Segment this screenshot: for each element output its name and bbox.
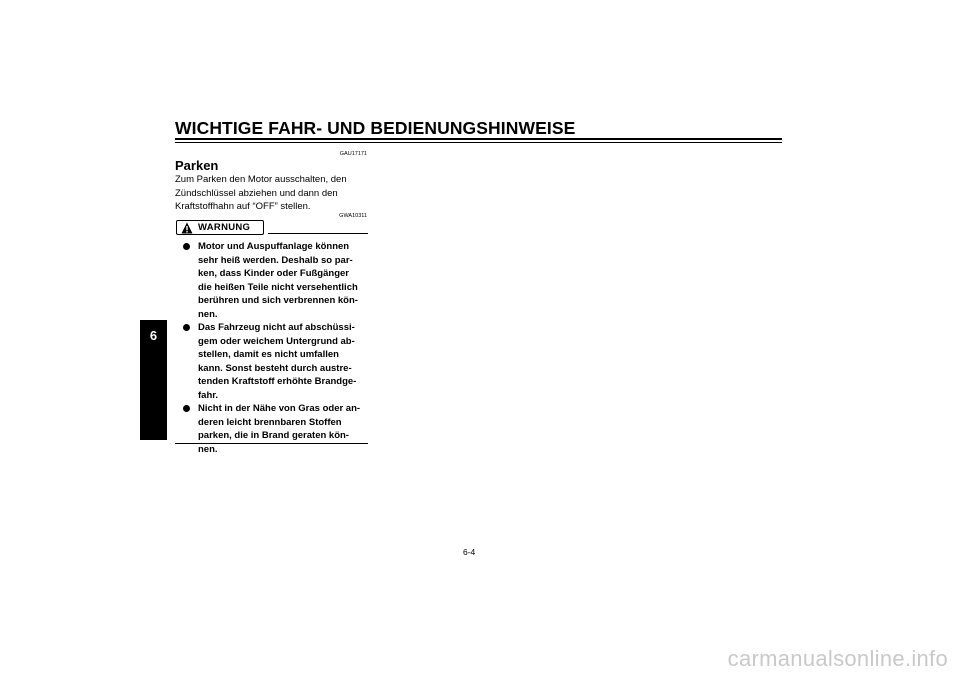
warning-item — [183, 402, 373, 456]
section-title: Parken — [175, 158, 219, 173]
warning-line: deren leicht brennbaren Stoffen — [198, 416, 342, 428]
warning-rule-top — [268, 233, 368, 234]
bullet-icon — [183, 405, 190, 412]
page-number: 6-4 — [463, 547, 476, 557]
page-title: WICHTIGE FAHR- UND BEDIENUNGSHINWEISE — [175, 118, 576, 138]
warning-badge — [176, 220, 264, 235]
warning-line: Das Fahrzeug nicht auf abschüssi- — [198, 322, 355, 333]
warning-rule-bottom — [175, 443, 368, 444]
warning-line: Motor und Auspuffanlage können — [198, 241, 350, 252]
warning-line: fahr. — [198, 389, 219, 401]
warning-item — [183, 321, 373, 402]
warning-line: parken, die in Brand geraten kön- — [198, 430, 349, 441]
warning-line: tenden Kraftstoff erhöhte Brandge- — [198, 376, 357, 387]
body-line: Zum Parken den Motor ausschalten, den — [175, 174, 347, 185]
bullet-icon — [183, 243, 190, 250]
section-body — [175, 173, 375, 214]
warning-label: WARNUNG — [198, 222, 251, 233]
warning-line: die heißen Teile nicht versehentlich — [198, 281, 358, 293]
warning-line: nen. — [198, 443, 218, 455]
warning-line: ken, dass Kinder oder Fußgänger — [198, 268, 349, 279]
warning-line: nen. — [198, 308, 218, 320]
header-rule-thin — [175, 142, 782, 143]
section-code: GAU17171 — [339, 151, 367, 157]
warning-line: stellen, damit es nicht umfallen — [198, 349, 339, 360]
warning-line: Nicht in der Nähe von Gras oder an- — [198, 403, 361, 414]
warning-item — [183, 240, 373, 321]
warning-line: sehr heiß werden. Deshalb so par- — [198, 254, 353, 266]
warning-list — [183, 240, 373, 456]
warning-line: kann. Sonst besteht durch austre- — [198, 362, 352, 374]
chapter-number: 6 — [149, 328, 158, 343]
chapter-tab — [140, 320, 167, 440]
watermark: carmanualsonline.info — [727, 646, 948, 671]
body-line: Kraftstoffhahn auf “OFF” stellen. — [175, 201, 311, 212]
warning-line: gem oder weichem Untergrund ab- — [198, 335, 355, 347]
body-line: Zündschlüssel abziehen und dann den — [175, 187, 338, 199]
bullet-icon — [183, 324, 190, 331]
warning-line: berühren und sich verbrennen kön- — [198, 295, 358, 306]
header-rule-thick — [175, 138, 782, 140]
warning-triangle-icon — [181, 222, 193, 234]
warning-code: GWA10311 — [339, 213, 367, 219]
